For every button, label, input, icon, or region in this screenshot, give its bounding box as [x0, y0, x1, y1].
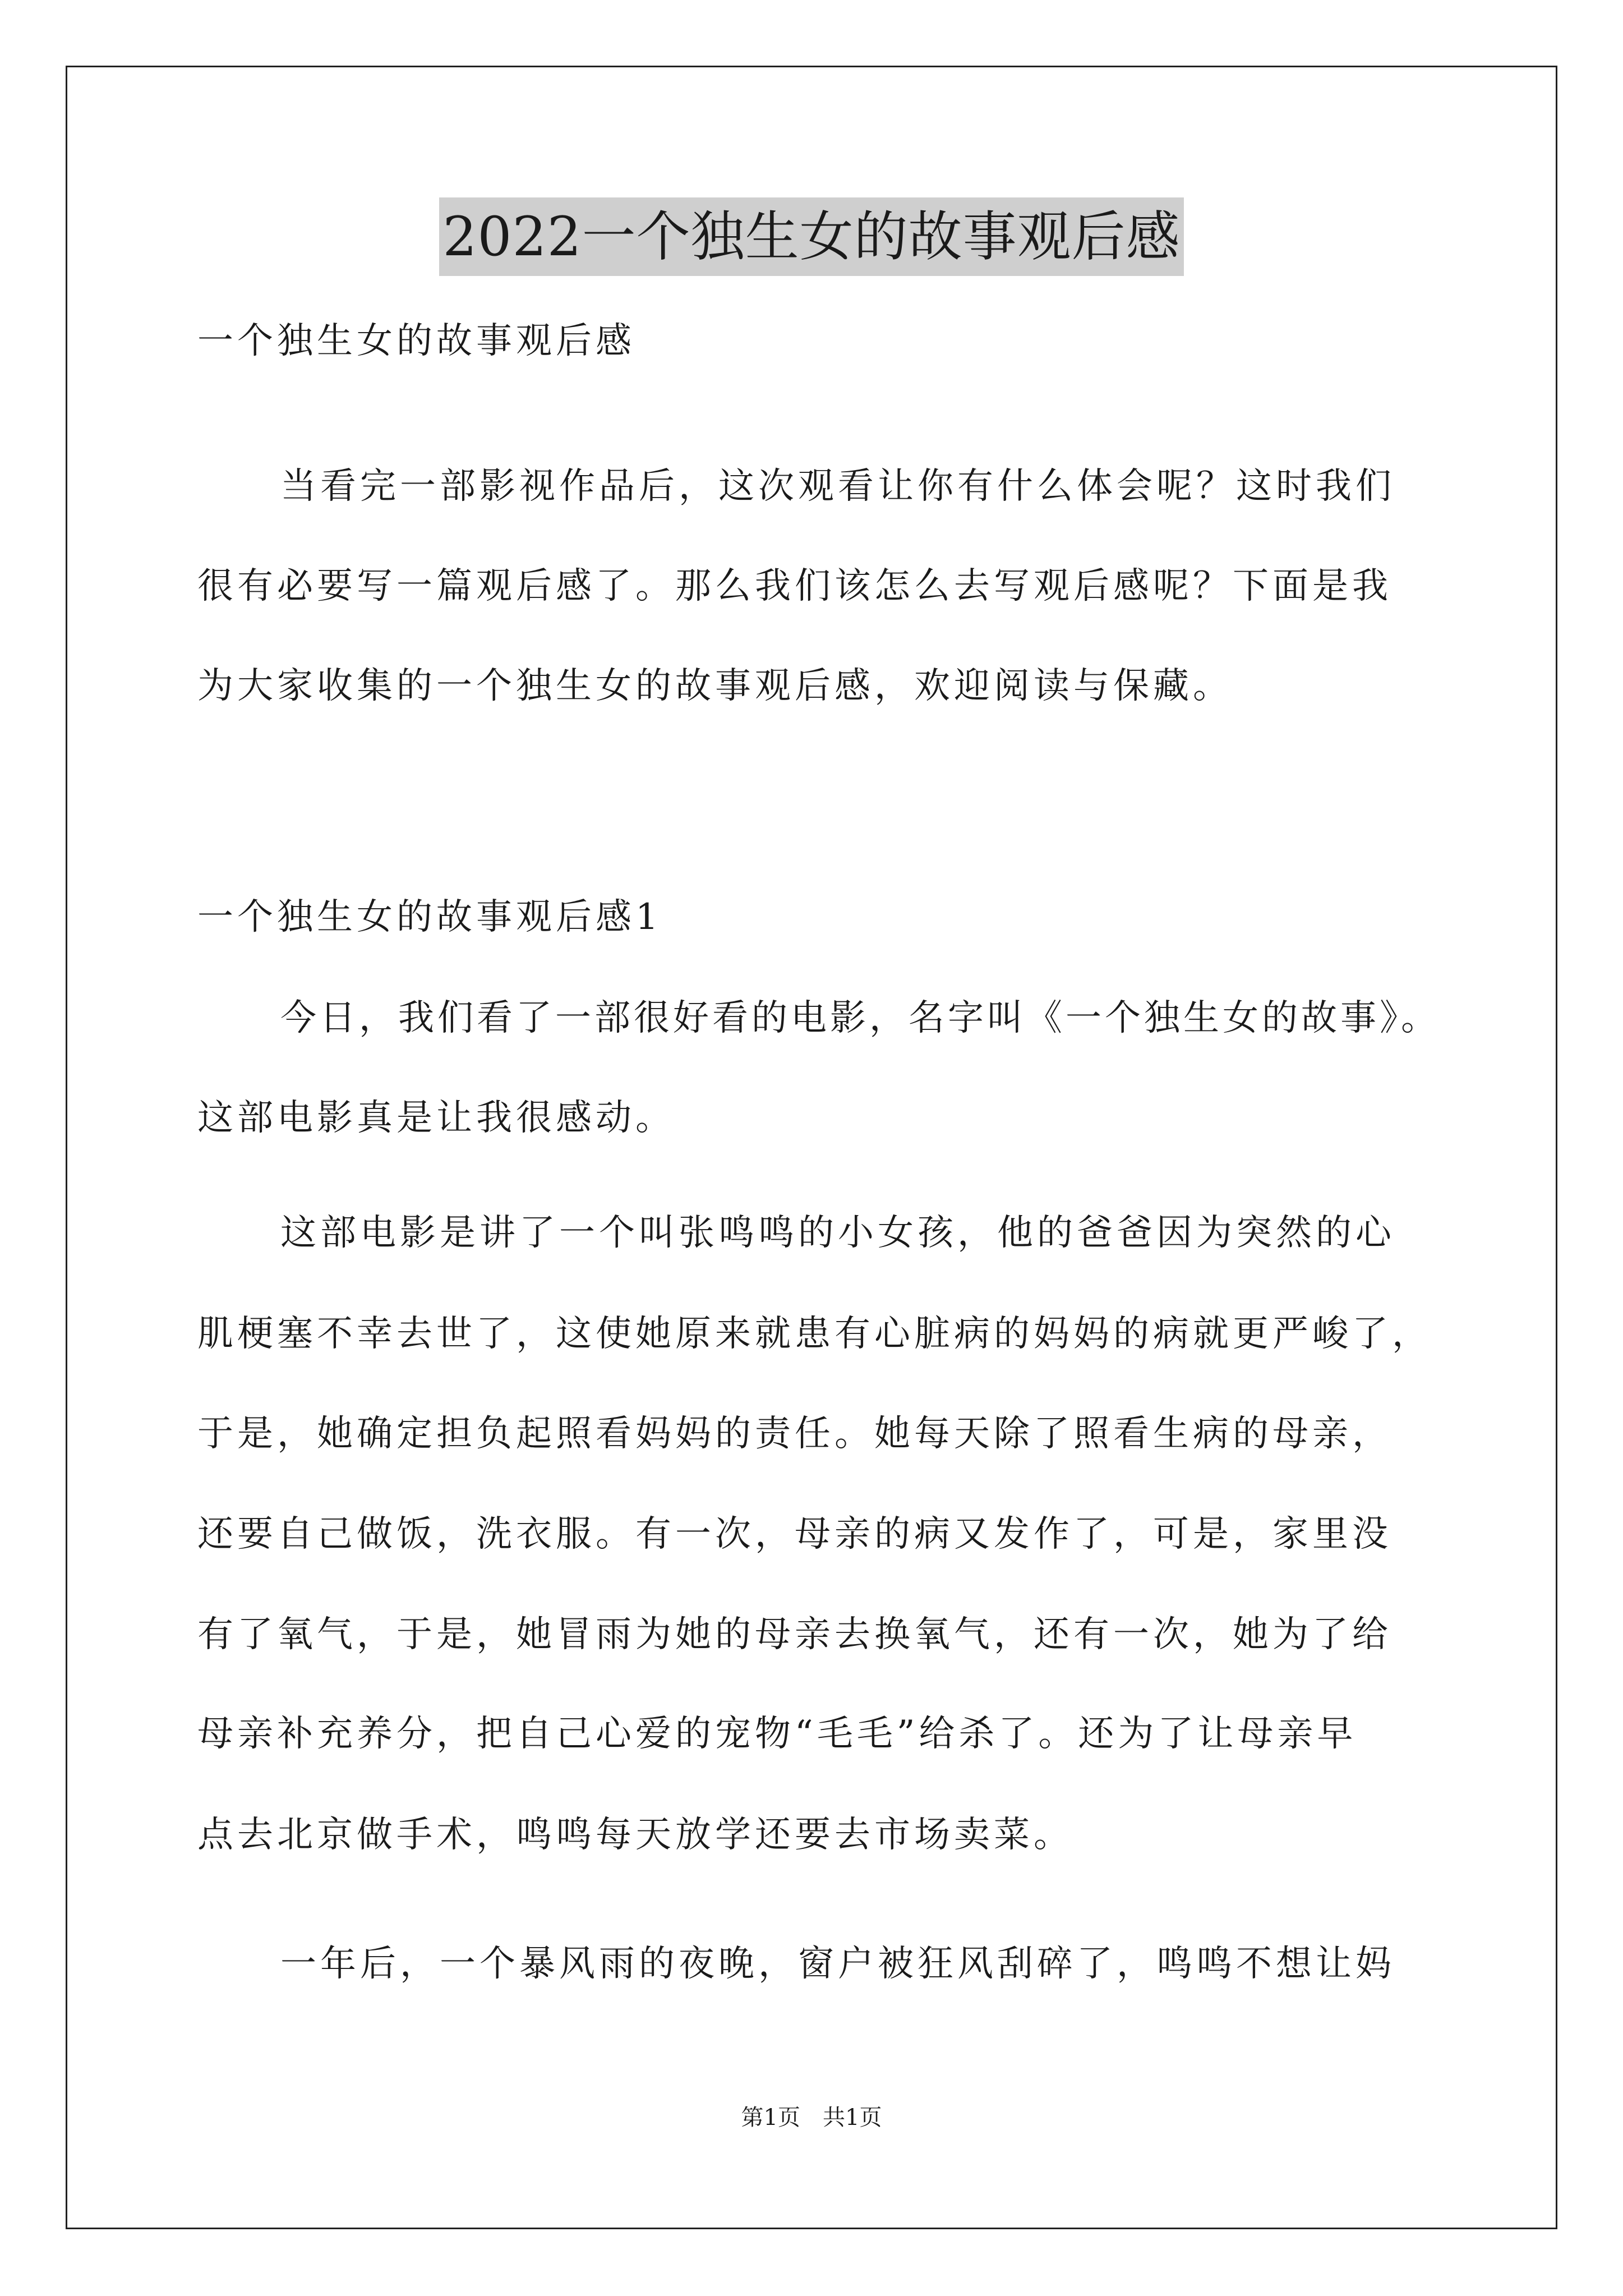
page-footer: 第1页 共1页	[741, 2105, 882, 2131]
document-title: 2022一个独生女的故事观后感	[439, 197, 1183, 276]
title-container	[0, 197, 1623, 276]
para2-line-2: 肌梗塞不幸去世了，这使她原来就患有心脏病的妈妈的病就更严峻了，	[197, 1313, 1432, 1355]
page-border	[66, 66, 1557, 2229]
para3-line-1: 一年后，一个暴风雨的夜晚，窗户被狂风刮碎了，鸣鸣不想让妈	[280, 1943, 1395, 1985]
section-heading: 一个独生女的故事观后感1	[197, 896, 662, 938]
para1-line-2: 这部电影真是让我很感动。	[197, 1097, 675, 1139]
intro-line-2: 很有必要写一篇观后感了。那么我们该怎么去写观后感呢？下面是我	[197, 565, 1392, 607]
para2-line-6: 母亲补充养分，把自己心爱的宠物“毛毛”给杀了。还为了让母亲早	[197, 1713, 1357, 1755]
subtitle: 一个独生女的故事观后感	[197, 320, 635, 362]
para2-line-7: 点去北京做手术，鸣鸣每天放学还要去市场卖菜。	[197, 1814, 1073, 1856]
para2-line-3: 于是，她确定担负起照看妈妈的责任。她每天除了照看生病的母亲，	[197, 1413, 1392, 1455]
intro-line-3: 为大家收集的一个独生女的故事观后感，欢迎阅读与保藏。	[197, 665, 1233, 707]
para2-line-5: 有了氧气，于是，她冒雨为她的母亲去换氧气，还有一次，她为了给	[197, 1614, 1392, 1655]
para1-line-1: 今日，我们看了一部很好看的电影，名字叫《一个独生女的故事》。	[280, 997, 1440, 1039]
para2-line-1: 这部电影是讲了一个叫张鸣鸣的小女孩，他的爸爸因为突然的心	[280, 1212, 1395, 1254]
para2-line-4: 还要自己做饭，洗衣服。有一次，母亲的病又发作了，可是，家里没	[197, 1513, 1392, 1555]
intro-line-1: 当看完一部影视作品后，这次观看让你有什么体会呢？这时我们	[280, 466, 1395, 507]
